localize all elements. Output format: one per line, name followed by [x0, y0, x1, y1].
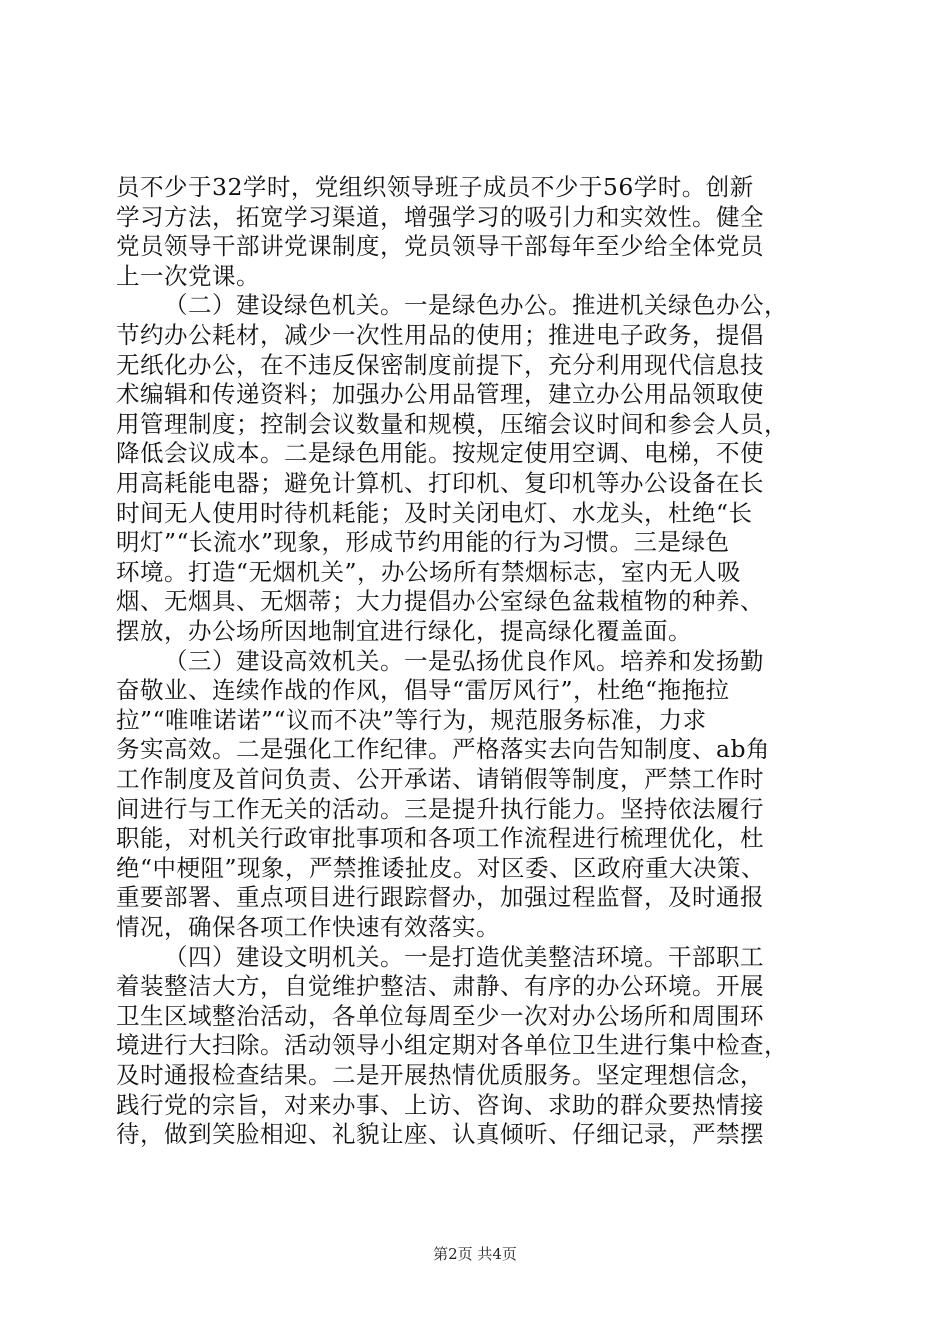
text-line: 工作制度及首问负责、公开承诺、请销假等制度，严禁工作时	[116, 765, 764, 793]
text-line: 摆放，办公场所因地制宜进行绿化，提高绿化覆盖面。	[116, 617, 692, 645]
text-line: 节约办公耗材，减少一次性用品的使用；推进电子政务，提倡	[116, 321, 764, 349]
text-line: 重要部署、重点项目进行跟踪督办，加强过程监督，及时通报	[116, 883, 764, 912]
text-line: 用高耗能电器；避免计算机、打印机、复印机等办公设备在长	[116, 469, 764, 497]
text-line: （四）建设文明机关。一是打造优美整洁环境。干部职工	[164, 942, 764, 971]
text-line: （二）建设绿色机关。一是绿色办公。推进机关绿色办公，	[164, 291, 788, 320]
text-line: 奋敬业、连续作战的作风，倡导“雷厉风行”，杜绝“拖拖拉	[116, 676, 730, 705]
text-line: 烟、无烟具、无烟蒂；大力提倡办公室绿色盆栽植物的种养、	[116, 587, 764, 616]
text-line: 党员领导干部讲党课制度，党员领导干部每年至少给全体党员	[116, 232, 764, 261]
text-line: 上一次党课。	[116, 261, 260, 290]
text-line: 绝“中梗阻”现象，严禁推诿扯皮。对区委、区政府重大决策、	[116, 853, 766, 882]
text-line: 职能，对机关行政审批事项和各项工作流程进行梳理优化，杜	[116, 824, 764, 853]
page-footer: 第2页 共4页	[433, 1245, 517, 1263]
text-line: 着装整洁大方，自觉维护整洁、肃静、有序的办公环境。开展	[116, 972, 764, 1001]
text-line: 拉”“唯唯诺诺”“议而不决”等行为，规范服务标准，力求	[116, 705, 707, 734]
text-line: （三）建设高效机关。一是弘扬优良作风。培养和发扬勤	[164, 646, 764, 675]
text-line: 无纸化办公，在不违反保密制度前提下，充分利用现代信息技	[116, 350, 764, 379]
text-line: 待，做到笑脸相迎、礼貌让座、认真倾听、仔细记录，严禁摆	[116, 1120, 764, 1149]
text-line: 时间无人使用时待机耗能；及时关闭电灯、水龙头，杜绝“长	[116, 498, 753, 527]
text-line: 降低会议成本。二是绿色用能。按规定使用空调、电梯，不使	[116, 439, 764, 468]
text-line: 术编辑和传递资料；加强办公用品管理，建立办公用品领取使	[116, 380, 764, 409]
text-line: 环境。打造“无烟机关”，办公场所有禁烟标志，室内无人吸	[116, 557, 742, 586]
text-line: 境进行大扫除。活动领导小组定期对各单位卫生进行集中检查，	[116, 1031, 788, 1060]
text-line: 践行党的宗旨，对来办事、上访、咨询、求助的群众要热情接	[116, 1090, 764, 1119]
text-line: 明灯”“长流水”现象，形成节约用能的行为习惯。三是绿色	[116, 528, 730, 557]
text-line: 学习方法，拓宽学习渠道，增强学习的吸引力和实效性。健全	[116, 202, 764, 231]
text-line: 员不少于32学时，党组织领导班子成员不少于56学时。创新	[116, 173, 754, 201]
text-line: 用管理制度；控制会议数量和规模，压缩会议时间和参会人员，	[116, 409, 788, 438]
text-line: 卫生区域整治活动，各单位每周至少一次对办公场所和周围环	[116, 1001, 764, 1030]
text-line: 间进行与工作无关的活动。三是提升执行能力。坚持依法履行	[116, 794, 764, 823]
text-line: 及时通报检查结果。二是开展热情优质服务。坚定理想信念，	[116, 1061, 764, 1089]
text-line: 情况，确保各项工作快速有效落实。	[116, 913, 500, 941]
text-line: 务实高效。二是强化工作纪律。严格落实去向告知制度、ab角	[116, 735, 771, 764]
